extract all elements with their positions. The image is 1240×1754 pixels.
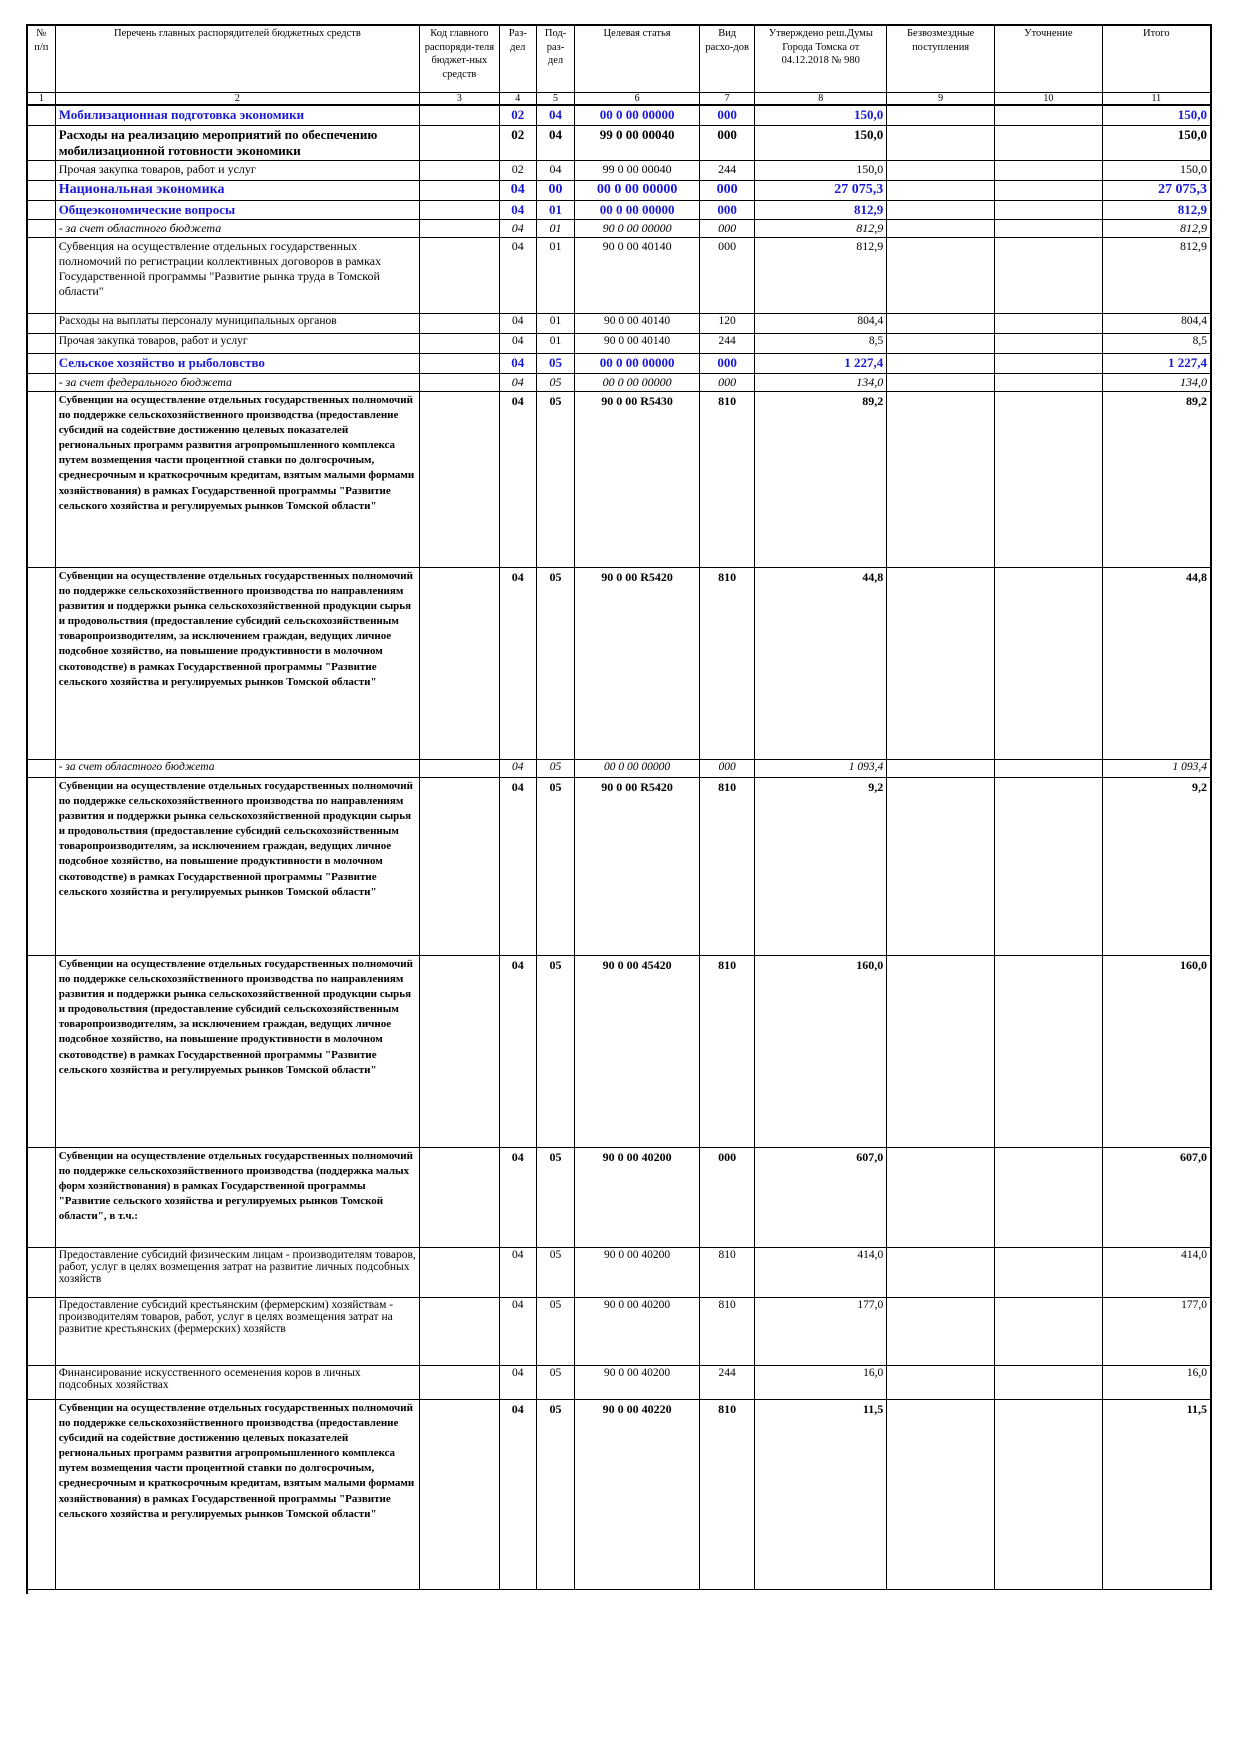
total-cell: 44,8 (1102, 567, 1211, 759)
np-cell (27, 1247, 55, 1297)
approved-cell: 804,4 (755, 313, 887, 333)
clarify-cell (994, 567, 1102, 759)
code-cell (420, 955, 500, 1147)
code-cell (420, 1399, 500, 1589)
clarify-cell (994, 391, 1102, 567)
row-name: Субвенции на осуществление отдельных государственных полномочий по поддержке сельскохозяйственного производства (предоставление субсидий на содействие достижению целевых показателей региональных программ развития агропромышленного комплекса путем возмещения части процентной ставки по долгосрочным, среднесрочным и краткосрочным кредитам, взятым малыми формами хозяйствования) в рамках Государственной программы "Развитие сельского хозяйства и регулируемых рынков Томской области" (55, 1399, 419, 1589)
row-name: Финансирование искусственного осеменения коров в личных подсобных хозяйствах (55, 1365, 419, 1399)
free-cell (887, 353, 995, 373)
target-cell: 99 0 00 00040 (575, 160, 700, 180)
left-border-line (26, 1584, 28, 1594)
razdel-cell: 04 (499, 391, 536, 567)
np-cell (27, 180, 55, 200)
table-row (27, 955, 1211, 1147)
approved-cell: 160,0 (755, 955, 887, 1147)
code-cell (420, 759, 500, 777)
code-cell (420, 200, 500, 219)
code-cell (420, 1297, 500, 1365)
np-cell (27, 1399, 55, 1589)
approved-cell: 1 093,4 (755, 759, 887, 777)
col-header-clarify: Уточнение (994, 25, 1102, 93)
free-cell (887, 1247, 995, 1297)
code-cell (420, 105, 500, 125)
target-cell: 00 0 00 00000 (575, 759, 700, 777)
approved-cell: 150,0 (755, 160, 887, 180)
free-cell (887, 567, 995, 759)
code-cell (420, 180, 500, 200)
approved-cell: 16,0 (755, 1365, 887, 1399)
target-cell: 00 0 00 00000 (575, 180, 700, 200)
clarify-cell (994, 1147, 1102, 1247)
code-cell (420, 160, 500, 180)
vid-cell: 244 (700, 1365, 755, 1399)
total-cell: 134,0 (1102, 373, 1211, 391)
podrazdel-cell: 05 (536, 391, 574, 567)
total-cell: 8,5 (1102, 333, 1211, 353)
vid-cell: 244 (700, 160, 755, 180)
target-cell: 90 0 00 40200 (575, 1247, 700, 1297)
table-row (27, 373, 1211, 391)
table-row (27, 180, 1211, 200)
vid-cell: 120 (700, 313, 755, 333)
row-name: - за счет областного бюджета (55, 219, 419, 237)
table-row (27, 160, 1211, 180)
row-name: Сельское хозяйство и рыболовство (55, 353, 419, 373)
vid-cell: 000 (700, 373, 755, 391)
approved-cell: 11,5 (755, 1399, 887, 1589)
col-header-podrazdel: Под-раз-дел (536, 25, 574, 93)
vid-cell: 000 (700, 105, 755, 125)
clarify-cell (994, 333, 1102, 353)
np-cell (27, 237, 55, 313)
razdel-cell: 02 (499, 125, 536, 160)
free-cell (887, 333, 995, 353)
table-row (27, 567, 1211, 759)
code-cell (420, 1247, 500, 1297)
vid-cell: 810 (700, 777, 755, 955)
podrazdel-cell: 00 (536, 180, 574, 200)
np-cell (27, 1365, 55, 1399)
np-cell (27, 353, 55, 373)
vid-cell: 810 (700, 955, 755, 1147)
approved-cell: 607,0 (755, 1147, 887, 1247)
total-cell: 812,9 (1102, 219, 1211, 237)
target-cell: 90 0 00 40140 (575, 237, 700, 313)
free-cell (887, 1399, 995, 1589)
code-cell (420, 219, 500, 237)
col-number: 6 (575, 93, 700, 106)
total-cell: 27 075,3 (1102, 180, 1211, 200)
table-row (27, 759, 1211, 777)
podrazdel-cell: 05 (536, 353, 574, 373)
row-name: Предоставление субсидий крестьянским (фермерским) хозяйствам - производителям товаров, работ, услуг в целях возмещения затрат на развитие крестьянских (фермерских) хозяйств (55, 1297, 419, 1365)
podrazdel-cell: 01 (536, 313, 574, 333)
np-cell (27, 105, 55, 125)
row-name: - за счет федерального бюджета (55, 373, 419, 391)
free-cell (887, 125, 995, 160)
table-row (27, 125, 1211, 160)
code-cell (420, 1147, 500, 1247)
target-cell: 00 0 00 00000 (575, 105, 700, 125)
vid-cell: 000 (700, 759, 755, 777)
col-header-np: № п/п (27, 25, 55, 93)
np-cell (27, 1147, 55, 1247)
vid-cell: 810 (700, 567, 755, 759)
table-row (27, 777, 1211, 955)
podrazdel-cell: 01 (536, 200, 574, 219)
target-cell: 00 0 00 00000 (575, 353, 700, 373)
np-cell (27, 219, 55, 237)
row-name: Общеэкономические вопросы (55, 200, 419, 219)
free-cell (887, 237, 995, 313)
col-header-vid: Вид расхо-дов (700, 25, 755, 93)
code-cell (420, 391, 500, 567)
table-row (27, 1297, 1211, 1365)
clarify-cell (994, 200, 1102, 219)
table-row (27, 1247, 1211, 1297)
table-row (27, 353, 1211, 373)
table-row (27, 313, 1211, 333)
razdel-cell: 04 (499, 1399, 536, 1589)
target-cell: 90 0 00 40200 (575, 1147, 700, 1247)
np-cell (27, 333, 55, 353)
free-cell (887, 200, 995, 219)
approved-cell: 8,5 (755, 333, 887, 353)
razdel-cell: 04 (499, 313, 536, 333)
approved-cell: 812,9 (755, 200, 887, 219)
vid-cell: 000 (700, 180, 755, 200)
total-cell: 1 093,4 (1102, 759, 1211, 777)
razdel-cell: 04 (499, 759, 536, 777)
np-cell (27, 391, 55, 567)
clarify-cell (994, 1247, 1102, 1297)
clarify-cell (994, 313, 1102, 333)
podrazdel-cell: 01 (536, 237, 574, 313)
razdel-cell: 04 (499, 1147, 536, 1247)
np-cell (27, 567, 55, 759)
np-cell (27, 1297, 55, 1365)
podrazdel-cell: 05 (536, 1147, 574, 1247)
approved-cell: 27 075,3 (755, 180, 887, 200)
col-number: 4 (499, 93, 536, 106)
total-cell: 16,0 (1102, 1365, 1211, 1399)
row-name: Субвенции на осуществление отдельных государственных полномочий по поддержке сельскохозяйственного производства по направлениям развития и поддержки рынка сельскохозяйственной продукции сырья и продовольствия (предоставление субсидий сельскохозяйственным товаропроизводителям, за исключением граждан, ведущих личное подсобное хозяйство, на повышение продуктивности в молочном скотоводстве) в рамках Государственной программы "Развитие сельского хозяйства и регулируемых рынков Томской области" (55, 777, 419, 955)
col-header-name: Перечень главных распорядителей бюджетных средств (55, 25, 419, 93)
col-header-total: Итого (1102, 25, 1211, 93)
podrazdel-cell: 05 (536, 1365, 574, 1399)
code-cell (420, 353, 500, 373)
clarify-cell (994, 759, 1102, 777)
podrazdel-cell: 05 (536, 1297, 574, 1365)
podrazdel-cell: 04 (536, 105, 574, 125)
free-cell (887, 759, 995, 777)
col-number: 7 (700, 93, 755, 106)
table-row (27, 1399, 1211, 1589)
col-number: 11 (1102, 93, 1211, 106)
podrazdel-cell: 05 (536, 955, 574, 1147)
total-cell: 1 227,4 (1102, 353, 1211, 373)
col-number: 1 (27, 93, 55, 106)
clarify-cell (994, 180, 1102, 200)
table-row (27, 200, 1211, 219)
target-cell: 90 0 00 R5420 (575, 777, 700, 955)
np-cell (27, 313, 55, 333)
razdel-cell: 02 (499, 105, 536, 125)
free-cell (887, 180, 995, 200)
target-cell: 99 0 00 00040 (575, 125, 700, 160)
free-cell (887, 1365, 995, 1399)
razdel-cell: 04 (499, 777, 536, 955)
total-cell: 89,2 (1102, 391, 1211, 567)
vid-cell: 000 (700, 237, 755, 313)
free-cell (887, 777, 995, 955)
target-cell: 90 0 00 00000 (575, 219, 700, 237)
podrazdel-cell: 05 (536, 759, 574, 777)
target-cell: 90 0 00 R5420 (575, 567, 700, 759)
total-cell: 812,9 (1102, 200, 1211, 219)
table-row (27, 391, 1211, 567)
np-cell (27, 955, 55, 1147)
col-header-code: Код главного распоряди-теля бюджет-ных средств (420, 25, 500, 93)
free-cell (887, 219, 995, 237)
table-row (27, 105, 1211, 125)
podrazdel-cell: 01 (536, 219, 574, 237)
target-cell: 90 0 00 R5430 (575, 391, 700, 567)
row-name: Национальная экономика (55, 180, 419, 200)
np-cell (27, 125, 55, 160)
approved-cell: 134,0 (755, 373, 887, 391)
clarify-cell (994, 1399, 1102, 1589)
clarify-cell (994, 373, 1102, 391)
col-number: 9 (887, 93, 995, 106)
col-header-target: Целевая статья (575, 25, 700, 93)
clarify-cell (994, 955, 1102, 1147)
razdel-cell: 04 (499, 219, 536, 237)
target-cell: 00 0 00 00000 (575, 373, 700, 391)
total-cell: 11,5 (1102, 1399, 1211, 1589)
total-cell: 804,4 (1102, 313, 1211, 333)
podrazdel-cell: 05 (536, 1247, 574, 1297)
np-cell (27, 777, 55, 955)
total-cell: 160,0 (1102, 955, 1211, 1147)
razdel-cell: 04 (499, 237, 536, 313)
razdel-cell: 04 (499, 955, 536, 1147)
razdel-cell: 04 (499, 333, 536, 353)
total-cell: 414,0 (1102, 1247, 1211, 1297)
approved-cell: 150,0 (755, 125, 887, 160)
table-row (27, 219, 1211, 237)
clarify-cell (994, 353, 1102, 373)
razdel-cell: 04 (499, 180, 536, 200)
target-cell: 90 0 00 45420 (575, 955, 700, 1147)
vid-cell: 810 (700, 1399, 755, 1589)
free-cell (887, 105, 995, 125)
approved-cell: 414,0 (755, 1247, 887, 1297)
header-row (27, 25, 1211, 93)
row-name: Прочая закупка товаров, работ и услуг (55, 333, 419, 353)
column-number-row (27, 93, 1211, 106)
code-cell (420, 1365, 500, 1399)
table-row (27, 1365, 1211, 1399)
free-cell (887, 313, 995, 333)
row-name: Субвенции на осуществление отдельных государственных полномочий по поддержке сельскохозяйственного производства (предоставление субсидий на содействие достижению целевых показателей региональных программ развития агропромышленного комплекса путем возмещения части процентной ставки по долгосрочным, среднесрочным и краткосрочным кредитам, взятым малыми формами хозяйствования) в рамках Государственной программы "Развитие сельского хозяйства и регулируемых рынков Томской области" (55, 391, 419, 567)
free-cell (887, 160, 995, 180)
clarify-cell (994, 219, 1102, 237)
clarify-cell (994, 1297, 1102, 1365)
code-cell (420, 777, 500, 955)
vid-cell: 810 (700, 1247, 755, 1297)
podrazdel-cell: 05 (536, 1399, 574, 1589)
col-header-free: Безвозмездные поступления (887, 25, 995, 93)
code-cell (420, 313, 500, 333)
row-name: Субвенция на осуществление отдельных государственных полномочий по регистрации коллективных договоров в рамках Государственной программы "Развитие рынка труда в Томской области" (55, 237, 419, 313)
code-cell (420, 237, 500, 313)
budget-table (26, 24, 1212, 1590)
total-cell: 812,9 (1102, 237, 1211, 313)
col-number: 10 (994, 93, 1102, 106)
approved-cell: 812,9 (755, 219, 887, 237)
code-cell (420, 373, 500, 391)
total-cell: 150,0 (1102, 125, 1211, 160)
vid-cell: 810 (700, 391, 755, 567)
approved-cell: 1 227,4 (755, 353, 887, 373)
free-cell (887, 391, 995, 567)
free-cell (887, 373, 995, 391)
np-cell (27, 759, 55, 777)
row-name: Мобилизационная подготовка экономики (55, 105, 419, 125)
approved-cell: 150,0 (755, 105, 887, 125)
total-cell: 9,2 (1102, 777, 1211, 955)
np-cell (27, 373, 55, 391)
free-cell (887, 1147, 995, 1247)
target-cell: 90 0 00 40220 (575, 1399, 700, 1589)
vid-cell: 000 (700, 219, 755, 237)
vid-cell: 000 (700, 353, 755, 373)
col-number: 3 (420, 93, 500, 106)
razdel-cell: 04 (499, 1247, 536, 1297)
np-cell (27, 160, 55, 180)
razdel-cell: 02 (499, 160, 536, 180)
code-cell (420, 333, 500, 353)
podrazdel-cell: 05 (536, 777, 574, 955)
code-cell (420, 125, 500, 160)
total-cell: 607,0 (1102, 1147, 1211, 1247)
vid-cell: 000 (700, 125, 755, 160)
free-cell (887, 1297, 995, 1365)
row-name: Субвенции на осуществление отдельных государственных полномочий по поддержке сельскохозяйственного производства по направлениям развития и поддержки рынка сельскохозяйственной продукции сырья и продовольствия (предоставление субсидий сельскохозяйственным товаропроизводителям, за исключением граждан, ведущих личное подсобное хозяйство, на повышение продуктивности в молочном скотоводстве) в рамках Государственной программы "Развитие сельского хозяйства и регулируемых рынков Томской области" (55, 567, 419, 759)
vid-cell: 810 (700, 1297, 755, 1365)
target-cell: 90 0 00 40200 (575, 1365, 700, 1399)
row-name: Субвенции на осуществление отдельных государственных полномочий по поддержке сельскохозяйственного производства (поддержка малых форм хозяйствования) в рамках Государственной программы "Развитие сельского хозяйства и регулируемых рынков Томской области", в т.ч.: (55, 1147, 419, 1247)
clarify-cell (994, 777, 1102, 955)
table-row (27, 333, 1211, 353)
approved-cell: 177,0 (755, 1297, 887, 1365)
row-name: Расходы на выплаты персоналу муниципальных органов (55, 313, 419, 333)
approved-cell: 9,2 (755, 777, 887, 955)
approved-cell: 812,9 (755, 237, 887, 313)
vid-cell: 244 (700, 333, 755, 353)
table-row (27, 1147, 1211, 1247)
razdel-cell: 04 (499, 567, 536, 759)
razdel-cell: 04 (499, 1297, 536, 1365)
table-row (27, 237, 1211, 313)
podrazdel-cell: 04 (536, 125, 574, 160)
target-cell: 90 0 00 40140 (575, 313, 700, 333)
razdel-cell: 04 (499, 1365, 536, 1399)
target-cell: 00 0 00 00000 (575, 200, 700, 219)
col-header-approved: Утверждено реш.Думы Города Томска от 04.12.2018 № 980 (755, 25, 887, 93)
row-name: Субвенции на осуществление отдельных государственных полномочий по поддержке сельскохозяйственного производства по направлениям развития и поддержки рынка сельскохозяйственной продукции сырья и продовольствия (предоставление субсидий сельскохозяйственным товаропроизводителям, за исключением граждан, ведущих личное подсобное хозяйство, на повышение продуктивности в молочном скотоводстве) в рамках Государственной программы "Развитие сельского хозяйства и регулируемых рынков Томской области" (55, 955, 419, 1147)
target-cell: 90 0 00 40140 (575, 333, 700, 353)
podrazdel-cell: 05 (536, 567, 574, 759)
col-number: 5 (536, 93, 574, 106)
clarify-cell (994, 160, 1102, 180)
col-header-razdel: Раз-дел (499, 25, 536, 93)
total-cell: 150,0 (1102, 160, 1211, 180)
vid-cell: 000 (700, 200, 755, 219)
vid-cell: 000 (700, 1147, 755, 1247)
clarify-cell (994, 125, 1102, 160)
clarify-cell (994, 237, 1102, 313)
row-name: - за счет областного бюджета (55, 759, 419, 777)
total-cell: 150,0 (1102, 105, 1211, 125)
approved-cell: 89,2 (755, 391, 887, 567)
col-number: 2 (55, 93, 419, 106)
row-name: Прочая закупка товаров, работ и услуг (55, 160, 419, 180)
razdel-cell: 04 (499, 200, 536, 219)
col-number: 8 (755, 93, 887, 106)
podrazdel-cell: 05 (536, 373, 574, 391)
podrazdel-cell: 01 (536, 333, 574, 353)
clarify-cell (994, 105, 1102, 125)
free-cell (887, 955, 995, 1147)
approved-cell: 44,8 (755, 567, 887, 759)
total-cell: 177,0 (1102, 1297, 1211, 1365)
code-cell (420, 567, 500, 759)
podrazdel-cell: 04 (536, 160, 574, 180)
row-name: Предоставление субсидий физическим лицам - производителям товаров, работ, услуг в целях возмещения затрат на развитие личных подсобных хозяйств (55, 1247, 419, 1297)
target-cell: 90 0 00 40200 (575, 1297, 700, 1365)
razdel-cell: 04 (499, 373, 536, 391)
razdel-cell: 04 (499, 353, 536, 373)
clarify-cell (994, 1365, 1102, 1399)
np-cell (27, 200, 55, 219)
row-name: Расходы на реализацию мероприятий по обеспечению мобилизационной готовности экономики (55, 125, 419, 160)
